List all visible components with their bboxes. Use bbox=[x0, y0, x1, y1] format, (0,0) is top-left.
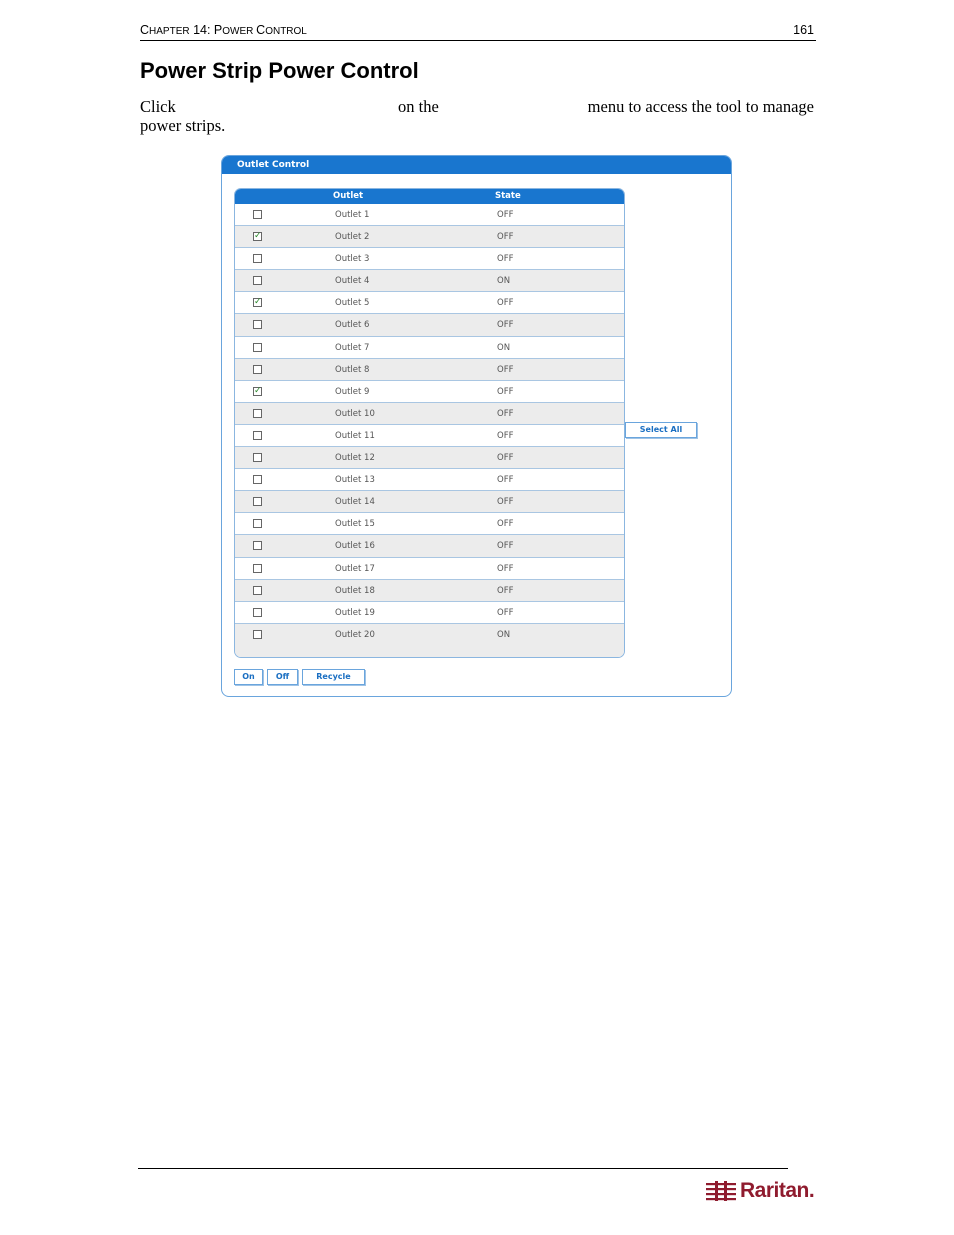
column-outlet: Outlet bbox=[333, 191, 364, 201]
checkbox-unchecked[interactable] bbox=[253, 497, 262, 506]
outlet-name: Outlet 11 bbox=[335, 430, 375, 441]
outlet-state: OFF bbox=[497, 210, 514, 220]
checkbox-unchecked[interactable] bbox=[253, 475, 262, 484]
outlet-state: OFF bbox=[497, 320, 514, 331]
checkbox-unchecked[interactable] bbox=[253, 431, 262, 440]
outlet-state: OFF bbox=[497, 475, 514, 486]
chapter-title-cap1: P bbox=[213, 23, 223, 37]
raritan-rack-icon bbox=[706, 1181, 736, 1201]
checkbox-unchecked[interactable] bbox=[253, 608, 262, 617]
outlet-name: Outlet 19 bbox=[335, 607, 375, 618]
checkbox-unchecked[interactable] bbox=[253, 320, 262, 329]
outlet-name: Outlet 6 bbox=[335, 320, 370, 331]
outlet-control-panel bbox=[221, 155, 732, 697]
table-row bbox=[235, 602, 624, 624]
outlet-name: Outlet 20 bbox=[335, 629, 375, 640]
outlet-state: ON bbox=[497, 629, 511, 640]
outlet-state: OFF bbox=[497, 364, 514, 375]
outlet-state: OFF bbox=[497, 563, 514, 574]
table-row bbox=[235, 204, 624, 226]
table-row bbox=[235, 337, 624, 359]
checkbox-unchecked[interactable] bbox=[253, 519, 262, 528]
outlet-name: Outlet 2 bbox=[335, 232, 370, 243]
select-all-button[interactable]: Select All bbox=[625, 422, 697, 438]
outlet-state: OFF bbox=[497, 232, 514, 243]
checkbox-unchecked[interactable] bbox=[253, 630, 262, 639]
outlet-state: OFF bbox=[497, 519, 514, 530]
logo-trail: . bbox=[808, 1179, 815, 1202]
checkbox-unchecked[interactable] bbox=[253, 586, 262, 595]
outlet-name: Outlet 1 bbox=[335, 210, 370, 220]
checkbox-unchecked[interactable] bbox=[253, 276, 262, 285]
outlet-state: OFF bbox=[497, 585, 514, 596]
table-row bbox=[235, 513, 624, 535]
outlet-state: OFF bbox=[497, 430, 514, 441]
outlet-state: OFF bbox=[497, 298, 514, 309]
outlet-state: OFF bbox=[497, 453, 514, 464]
chapter-title bbox=[140, 23, 307, 37]
checkbox-unchecked[interactable] bbox=[253, 365, 262, 374]
checkbox-unchecked[interactable] bbox=[253, 453, 262, 462]
outlet-state: OFF bbox=[497, 497, 514, 508]
table-row bbox=[235, 580, 624, 602]
recycle-button[interactable]: Recycle bbox=[302, 669, 365, 685]
table-row bbox=[235, 314, 624, 336]
outlet-name: Outlet 17 bbox=[335, 563, 375, 574]
checkbox-unchecked[interactable] bbox=[253, 254, 262, 263]
checkbox-checked[interactable]: ✓ bbox=[254, 385, 262, 396]
checkbox-unchecked[interactable] bbox=[253, 541, 262, 550]
checkbox-checked[interactable]: ✓ bbox=[254, 297, 262, 308]
chapter-label-cap: C bbox=[140, 23, 150, 37]
table-row bbox=[235, 425, 624, 447]
table-row bbox=[235, 624, 624, 657]
checkbox-unchecked[interactable] bbox=[253, 343, 262, 352]
outlet-state: OFF bbox=[497, 541, 514, 552]
outlet-name: Outlet 7 bbox=[335, 342, 370, 353]
outlet-name: Outlet 13 bbox=[335, 475, 375, 486]
table-row bbox=[235, 248, 624, 270]
logo-text: Raritan bbox=[740, 1179, 809, 1202]
checkbox-unchecked[interactable] bbox=[253, 564, 262, 573]
outlet-name: Outlet 15 bbox=[335, 519, 375, 530]
outlet-table bbox=[234, 188, 625, 658]
outlet-name: Outlet 3 bbox=[335, 254, 370, 265]
paragraph-line2: power strips. bbox=[140, 116, 226, 135]
outlet-name: Outlet 10 bbox=[335, 408, 375, 419]
checkbox-checked[interactable]: ✓ bbox=[254, 231, 262, 242]
outlet-name: Outlet 4 bbox=[335, 276, 370, 287]
table-row bbox=[235, 270, 624, 292]
table-row bbox=[235, 447, 624, 469]
panel-title: Outlet Control bbox=[222, 156, 731, 174]
footer-rule bbox=[138, 1168, 788, 1169]
running-header bbox=[140, 22, 816, 41]
words-rest: menu to access the tool to manage bbox=[587, 97, 814, 116]
outlet-state: ON bbox=[497, 276, 511, 287]
chapter-number: 14: bbox=[189, 23, 214, 37]
outlet-name: Outlet 18 bbox=[335, 585, 375, 596]
table-row bbox=[235, 469, 624, 491]
outlet-state: OFF bbox=[497, 607, 514, 618]
table-row bbox=[235, 558, 624, 580]
outlet-name: Outlet 14 bbox=[335, 497, 375, 508]
outlet-name: Outlet 12 bbox=[335, 453, 375, 464]
chapter-title-cap2: C bbox=[256, 23, 266, 37]
outlet-state: OFF bbox=[497, 254, 514, 265]
outlet-state: ON bbox=[497, 342, 511, 353]
page-number: 161 bbox=[793, 23, 814, 37]
table-row bbox=[235, 359, 624, 381]
raritan-logo bbox=[706, 1178, 814, 1204]
off-button[interactable]: Off bbox=[267, 669, 298, 685]
outlet-name: Outlet 5 bbox=[335, 298, 370, 309]
table-row bbox=[235, 535, 624, 557]
chapter-label-rest: HAPTER bbox=[149, 26, 190, 37]
table-body bbox=[235, 204, 624, 657]
outlet-name: Outlet 8 bbox=[335, 364, 370, 375]
table-row bbox=[235, 491, 624, 513]
on-button[interactable]: On bbox=[234, 669, 263, 685]
table-row bbox=[235, 292, 624, 314]
checkbox-unchecked[interactable] bbox=[253, 210, 262, 219]
table-row bbox=[235, 226, 624, 248]
table-row bbox=[235, 403, 624, 425]
table-row bbox=[235, 381, 624, 403]
intro-paragraph bbox=[140, 97, 814, 135]
outlet-name: Outlet 16 bbox=[335, 541, 375, 552]
word-on-the: on the bbox=[398, 97, 439, 116]
chapter-title-rest2: ONTROL bbox=[265, 26, 307, 37]
outlet-state: OFF bbox=[497, 408, 514, 419]
chapter-title-rest1: OWER bbox=[222, 26, 257, 37]
table-header bbox=[235, 189, 624, 204]
column-state: State bbox=[495, 191, 521, 201]
logo-wordmark bbox=[740, 1179, 814, 1203]
word-click: Click bbox=[140, 97, 176, 116]
section-title: Power Strip Power Control bbox=[140, 58, 419, 83]
outlet-state: OFF bbox=[497, 386, 514, 397]
checkbox-unchecked[interactable] bbox=[253, 409, 262, 418]
outlet-name: Outlet 9 bbox=[335, 386, 370, 397]
